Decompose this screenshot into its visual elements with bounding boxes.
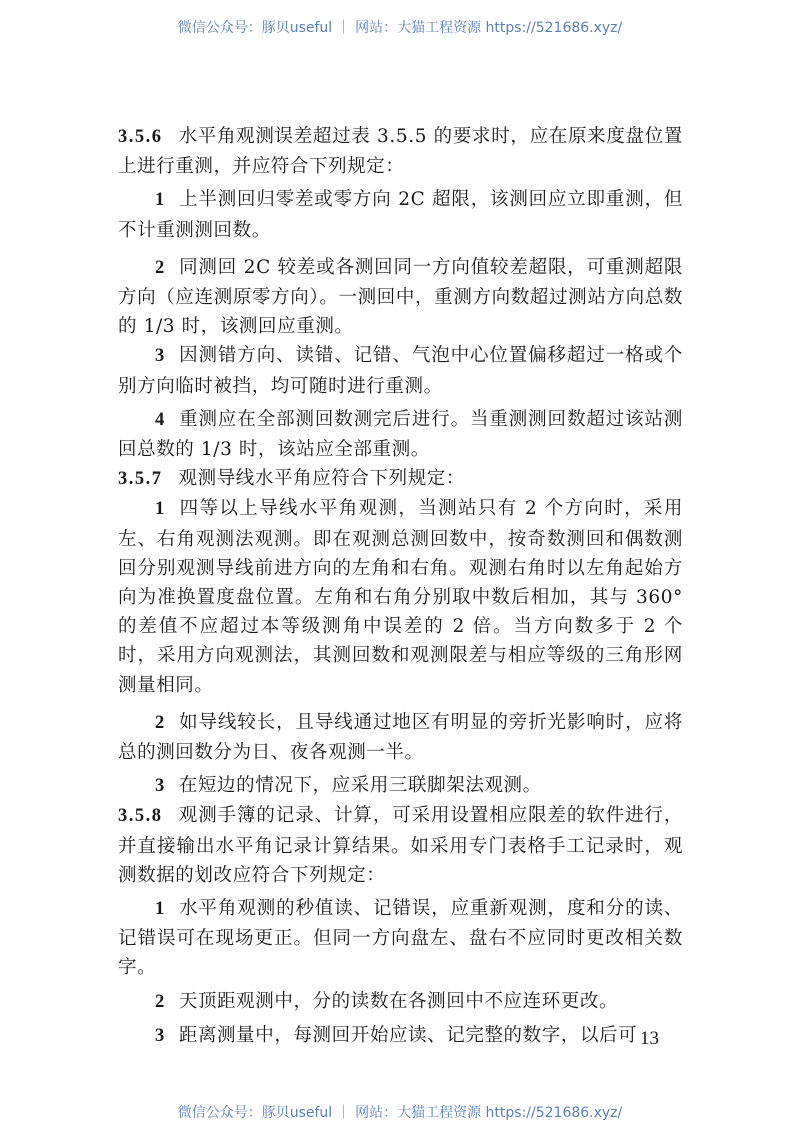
item-text: 同测回 2C 较差或各测回同一方向值较差超限，可重测超限方向（应连测原零方向）。一测回中，重测方向数超过测站方向总数的 1/3 时，该测回应重测。 — [118, 256, 683, 338]
clause-3-5-8 — [118, 801, 683, 890]
list-item — [118, 253, 683, 342]
item-number: 2 — [155, 991, 165, 1012]
watermark-header: 微信公众号：豚贝useful ｜ 网站：大猫工程资源 https://521686.xyz/ — [177, 20, 623, 36]
item-text: 因测错方向、读错、记错、气泡中心位置偏移超过一格或个别方向临时被挡，均可随时进行重测。 — [118, 345, 683, 397]
item-number: 2 — [155, 257, 165, 278]
list-item — [118, 341, 683, 400]
page-number: 13 — [640, 1028, 659, 1049]
clause-number: 3.5.7 — [118, 469, 163, 490]
item-text: 天顶距观测中，分的读数在各测回中不应连环更改。 — [178, 990, 619, 1012]
clause-text: 观测手簿的记录、计算，可采用设置相应限差的软件进行，并直接输出水平角记录计算结果。如采用专门表格手工记录时，观测数据的划改应符合下列规定： — [118, 805, 683, 886]
item-text: 在短边的情况下，应采用三联脚架法观测。 — [178, 775, 542, 797]
item-text: 四等以上导线水平角观测，当测站只有 2 个方向时，采用左、右角观测法观测。即在观测总测回数中，按奇数测回和偶数测回分别观测导线前进方向的左角和右角。观测右角时以左角起始方向为准换置度盘位置。左角和右角分别取中数后相加，其与 360°的差值不应超过本等级测角中误差的 2 倍。当方向数多于 2 个时，采用方向观测法，其测回数和观测限差与相应等级的三角形网测量相同。 — [118, 498, 683, 696]
list-item — [118, 494, 683, 699]
item-text: 如导线较长，且导线通过地区有明显的旁折光影响时，应将总的测回数分为日、夜各观测一半。 — [118, 711, 683, 764]
item-number: 1 — [155, 499, 165, 520]
item-number: 2 — [155, 712, 165, 733]
list-item — [118, 185, 683, 244]
item-number: 1 — [155, 899, 165, 920]
list-item — [118, 405, 683, 464]
item-text: 重测应在全部测回数测完后进行。当重测测回数超过该站测回总数的 1/3 时，该站应全部重测。 — [118, 408, 683, 461]
item-text: 距离测量中，每测回开始应读、记完整的数字，以后可 — [178, 1024, 638, 1046]
clause-text: 观测导线水平角应符合下列规定： — [178, 468, 466, 490]
list-item — [118, 987, 683, 1017]
item-text: 水平角观测的秒值读、记错误，应重新观测，度和分的读、记错误可在现场更正。但同一方向盘左、盘右不应同时更改相关数字。 — [118, 898, 683, 979]
item-number: 3 — [155, 1025, 165, 1046]
clause-text: 水平角观测误差超过表 3.5.5 的要求时，应在原来度盘位置上进行重测，并应符合下列规定： — [118, 126, 683, 178]
clause-number: 3.5.6 — [118, 127, 163, 147]
document-body — [118, 122, 683, 1051]
item-number: 1 — [155, 190, 165, 211]
list-item — [118, 894, 683, 983]
item-number: 4 — [155, 409, 165, 430]
clause-3-5-6 — [118, 122, 683, 181]
watermark-footer: 微信公众号：豚贝useful ｜ 网站：大猫工程资源 https://521686.xyz/ — [177, 1105, 623, 1121]
list-item — [118, 771, 683, 801]
list-item — [118, 708, 683, 767]
item-number: 3 — [155, 346, 165, 367]
clause-3-5-7 — [118, 464, 683, 494]
item-number: 3 — [155, 776, 165, 797]
item-text: 上半测回归零差或零方向 2C 超限，该测回应立即重测，但不计重测测回数。 — [118, 189, 683, 241]
list-item — [118, 1021, 683, 1051]
clause-number: 3.5.8 — [118, 806, 163, 827]
